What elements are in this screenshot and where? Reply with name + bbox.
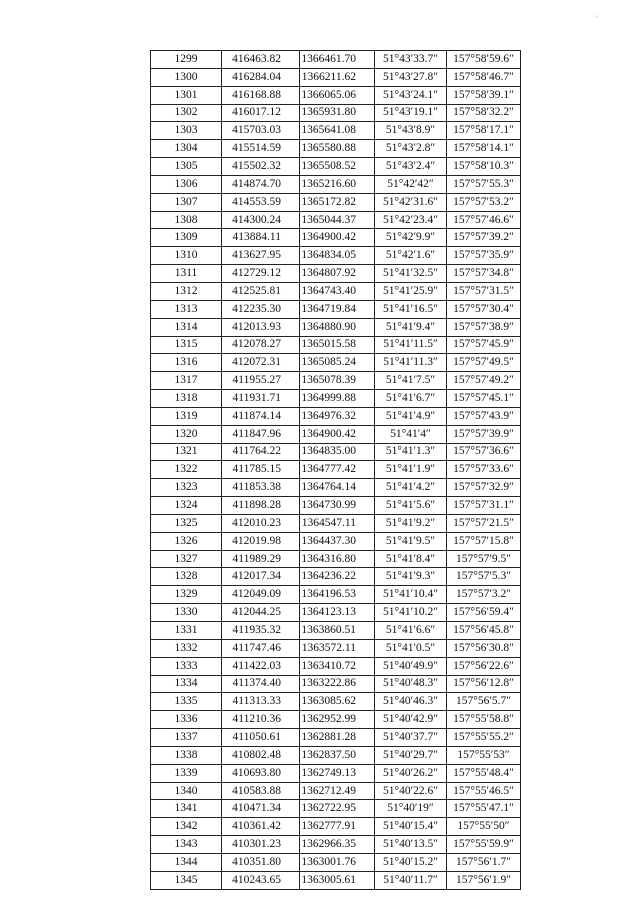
x-coordinate-cell: 411764.22 [222,443,300,461]
latitude-cell: 51°41′4.9″ [375,407,447,425]
table-row [151,657,521,675]
latitude-cell: 51°40′49.9″ [375,657,447,675]
point-number-cell: 1331 [151,622,222,640]
table-row [151,390,521,408]
latitude-cell: 51°41′5.6″ [375,497,447,515]
page-corner-mark: ' [596,14,598,24]
table-row [151,265,521,283]
point-number-cell: 1318 [151,390,222,408]
y-coordinate-cell: 1364764.14 [300,479,375,497]
longitude-cell: 157°57′39.2″ [447,229,521,247]
longitude-cell: 157°55′58.8″ [447,711,521,729]
table-row [151,229,521,247]
x-coordinate-cell: 413627.95 [222,247,300,265]
longitude-cell: 157°57′32.9″ [447,479,521,497]
y-coordinate-cell: 1364730.99 [300,497,375,515]
y-coordinate-cell: 1364999.88 [300,390,375,408]
table-row [151,461,521,479]
longitude-cell: 157°56′30.8″ [447,639,521,657]
y-coordinate-cell: 1366211.62 [300,68,375,86]
x-coordinate-cell: 415514.59 [222,140,300,158]
point-number-cell: 1343 [151,836,222,854]
longitude-cell: 157°57′45.1″ [447,390,521,408]
x-coordinate-cell: 415502.32 [222,158,300,176]
y-coordinate-cell: 1363085.62 [300,693,375,711]
longitude-cell: 157°57′9.5″ [447,550,521,568]
table-row [151,158,521,176]
point-number-cell: 1344 [151,853,222,871]
point-number-cell: 1334 [151,675,222,693]
y-coordinate-cell: 1364976.32 [300,407,375,425]
latitude-cell: 51°43′24.1″ [375,86,447,104]
y-coordinate-cell: 1364196.53 [300,586,375,604]
x-coordinate-cell: 411210.36 [222,711,300,729]
y-coordinate-cell: 1362881.28 [300,729,375,747]
table-row [151,514,521,532]
point-number-cell: 1310 [151,247,222,265]
x-coordinate-cell: 411313.33 [222,693,300,711]
y-coordinate-cell: 1365078.39 [300,372,375,390]
latitude-cell: 51°43′2.4″ [375,158,447,176]
latitude-cell: 51°40′46.3″ [375,693,447,711]
latitude-cell: 51°41′11.5″ [375,336,447,354]
longitude-cell: 157°55′48.4″ [447,764,521,782]
x-coordinate-cell: 412044.25 [222,604,300,622]
table-row [151,140,521,158]
latitude-cell: 51°40′26.2″ [375,764,447,782]
y-coordinate-cell: 1364547.11 [300,514,375,532]
point-number-cell: 1337 [151,729,222,747]
x-coordinate-cell: 410693.80 [222,764,300,782]
x-coordinate-cell: 411989.29 [222,550,300,568]
point-number-cell: 1324 [151,497,222,515]
latitude-cell: 51°43′8.9″ [375,122,447,140]
x-coordinate-cell: 411853.38 [222,479,300,497]
table-row [151,68,521,86]
x-coordinate-cell: 410361.42 [222,818,300,836]
y-coordinate-cell: 1364719.84 [300,300,375,318]
x-coordinate-cell: 411422.03 [222,657,300,675]
y-coordinate-cell: 1365044.37 [300,211,375,229]
y-coordinate-cell: 1364834.05 [300,247,375,265]
latitude-cell: 51°41′4″ [375,425,447,443]
latitude-cell: 51°40′15.4″ [375,818,447,836]
table-row [151,497,521,515]
point-number-cell: 1313 [151,300,222,318]
latitude-cell: 51°40′42.9″ [375,711,447,729]
table-row [151,871,521,889]
x-coordinate-cell: 414553.59 [222,193,300,211]
y-coordinate-cell: 1363001.76 [300,853,375,871]
y-coordinate-cell: 1362966.35 [300,836,375,854]
x-coordinate-cell: 415703.03 [222,122,300,140]
x-coordinate-cell: 414300.24 [222,211,300,229]
x-coordinate-cell: 412525.81 [222,282,300,300]
latitude-cell: 51°40′19″ [375,800,447,818]
y-coordinate-cell: 1365085.24 [300,354,375,372]
table-row [151,711,521,729]
point-number-cell: 1301 [151,86,222,104]
longitude-cell: 157°57′46.6″ [447,211,521,229]
point-number-cell: 1312 [151,282,222,300]
table-row [151,282,521,300]
table-row [151,175,521,193]
x-coordinate-cell: 412078.27 [222,336,300,354]
point-number-cell: 1327 [151,550,222,568]
longitude-cell: 157°57′3.2″ [447,586,521,604]
point-number-cell: 1332 [151,639,222,657]
y-coordinate-cell: 1362712.49 [300,782,375,800]
point-number-cell: 1304 [151,140,222,158]
y-coordinate-cell: 1363572.11 [300,639,375,657]
table-row [151,211,521,229]
table-row [151,818,521,836]
table-row [151,550,521,568]
table-row [151,853,521,871]
point-number-cell: 1315 [151,336,222,354]
longitude-cell: 157°58′39.1″ [447,86,521,104]
point-number-cell: 1302 [151,104,222,122]
latitude-cell: 51°40′37.7″ [375,729,447,747]
table-row [151,336,521,354]
latitude-cell: 51°41′6.7″ [375,390,447,408]
x-coordinate-cell: 412049.09 [222,586,300,604]
y-coordinate-cell: 1366065.06 [300,86,375,104]
longitude-cell: 157°57′33.6″ [447,461,521,479]
longitude-cell: 157°57′5.3″ [447,568,521,586]
y-coordinate-cell: 1365216.60 [300,175,375,193]
latitude-cell: 51°41′10.4″ [375,586,447,604]
latitude-cell: 51°41′25.9″ [375,282,447,300]
table-row [151,425,521,443]
point-number-cell: 1345 [151,871,222,889]
y-coordinate-cell: 1364123.13 [300,604,375,622]
x-coordinate-cell: 412235.30 [222,300,300,318]
point-number-cell: 1330 [151,604,222,622]
longitude-cell: 157°57′38.9″ [447,318,521,336]
y-coordinate-cell: 1363860.51 [300,622,375,640]
latitude-cell: 51°41′8.4″ [375,550,447,568]
longitude-cell: 157°58′32.2″ [447,104,521,122]
x-coordinate-cell: 416017.12 [222,104,300,122]
longitude-cell: 157°56′22.6″ [447,657,521,675]
y-coordinate-cell: 1364880.90 [300,318,375,336]
point-number-cell: 1319 [151,407,222,425]
y-coordinate-cell: 1364900.42 [300,425,375,443]
longitude-cell: 157°56′1.7″ [447,853,521,871]
point-number-cell: 1336 [151,711,222,729]
y-coordinate-cell: 1364835.00 [300,443,375,461]
x-coordinate-cell: 411955.27 [222,372,300,390]
table-row [151,586,521,604]
y-coordinate-cell: 1364316.80 [300,550,375,568]
table-row [151,122,521,140]
table-row [151,764,521,782]
x-coordinate-cell: 413884.11 [222,229,300,247]
y-coordinate-cell: 1366461.70 [300,51,375,69]
point-number-cell: 1342 [151,818,222,836]
latitude-cell: 51°41′9.5″ [375,532,447,550]
longitude-cell: 157°58′46.7″ [447,68,521,86]
latitude-cell: 51°40′22.6″ [375,782,447,800]
latitude-cell: 51°40′29.7″ [375,746,447,764]
longitude-cell: 157°58′10.3″ [447,158,521,176]
y-coordinate-cell: 1365580.88 [300,140,375,158]
longitude-cell: 157°55′46.5″ [447,782,521,800]
point-number-cell: 1322 [151,461,222,479]
point-number-cell: 1299 [151,51,222,69]
table-row [151,568,521,586]
table-row [151,639,521,657]
point-number-cell: 1326 [151,532,222,550]
longitude-cell: 157°58′14.1″ [447,140,521,158]
table-row [151,372,521,390]
longitude-cell: 157°56′5.7″ [447,693,521,711]
y-coordinate-cell: 1364236.22 [300,568,375,586]
longitude-cell: 157°57′53.2″ [447,193,521,211]
y-coordinate-cell: 1364900.42 [300,229,375,247]
table-row [151,86,521,104]
latitude-cell: 51°41′0.5″ [375,639,447,657]
y-coordinate-cell: 1362749.13 [300,764,375,782]
table-row [151,729,521,747]
point-number-cell: 1308 [151,211,222,229]
table-row [151,407,521,425]
point-number-cell: 1335 [151,693,222,711]
y-coordinate-cell: 1365508.52 [300,158,375,176]
point-number-cell: 1329 [151,586,222,604]
table-row [151,693,521,711]
longitude-cell: 157°57′36.6″ [447,443,521,461]
longitude-cell: 157°56′12.8″ [447,675,521,693]
point-number-cell: 1340 [151,782,222,800]
table-row [151,800,521,818]
longitude-cell: 157°57′49.2″ [447,372,521,390]
latitude-cell: 51°42′31.6″ [375,193,447,211]
x-coordinate-cell: 410243.65 [222,871,300,889]
longitude-cell: 157°58′59.6″ [447,51,521,69]
table-row [151,354,521,372]
longitude-cell: 157°57′30.4″ [447,300,521,318]
x-coordinate-cell: 414874.70 [222,175,300,193]
table-row [151,782,521,800]
x-coordinate-cell: 410802.48 [222,746,300,764]
x-coordinate-cell: 412017.34 [222,568,300,586]
point-number-cell: 1314 [151,318,222,336]
point-number-cell: 1333 [151,657,222,675]
longitude-cell: 157°56′45.8″ [447,622,521,640]
latitude-cell: 51°41′9.3″ [375,568,447,586]
latitude-cell: 51°41′1.3″ [375,443,447,461]
x-coordinate-cell: 410583.88 [222,782,300,800]
longitude-cell: 157°58′17.1″ [447,122,521,140]
point-number-cell: 1303 [151,122,222,140]
x-coordinate-cell: 416284.04 [222,68,300,86]
latitude-cell: 51°42′23.4″ [375,211,447,229]
table-row [151,604,521,622]
y-coordinate-cell: 1364777.42 [300,461,375,479]
x-coordinate-cell: 416168.88 [222,86,300,104]
x-coordinate-cell: 411050.61 [222,729,300,747]
coordinates-table [150,50,521,890]
x-coordinate-cell: 411898.28 [222,497,300,515]
y-coordinate-cell: 1365931.80 [300,104,375,122]
latitude-cell: 51°41′32.5″ [375,265,447,283]
y-coordinate-cell: 1362722.95 [300,800,375,818]
longitude-cell: 157°57′55.3″ [447,175,521,193]
x-coordinate-cell: 412019.98 [222,532,300,550]
point-number-cell: 1317 [151,372,222,390]
longitude-cell: 157°57′21.5″ [447,514,521,532]
table-row [151,675,521,693]
table-row [151,443,521,461]
y-coordinate-cell: 1365172.82 [300,193,375,211]
latitude-cell: 51°41′1.9″ [375,461,447,479]
x-coordinate-cell: 412729.12 [222,265,300,283]
point-number-cell: 1339 [151,764,222,782]
latitude-cell: 51°40′13.5″ [375,836,447,854]
coordinates-table-body [151,51,521,890]
table-row [151,746,521,764]
latitude-cell: 51°41′16.5″ [375,300,447,318]
x-coordinate-cell: 412010.23 [222,514,300,532]
point-number-cell: 1341 [151,800,222,818]
table-row [151,193,521,211]
latitude-cell: 51°41′10.2″ [375,604,447,622]
x-coordinate-cell: 411785.15 [222,461,300,479]
longitude-cell: 157°55′55.2″ [447,729,521,747]
table-row [151,479,521,497]
latitude-cell: 51°41′6.6″ [375,622,447,640]
latitude-cell: 51°41′11.3″ [375,354,447,372]
table-row [151,532,521,550]
longitude-cell: 157°56′1.9″ [447,871,521,889]
table-row [151,836,521,854]
x-coordinate-cell: 411931.71 [222,390,300,408]
point-number-cell: 1328 [151,568,222,586]
x-coordinate-cell: 412013.93 [222,318,300,336]
latitude-cell: 51°41′9.2″ [375,514,447,532]
table-row [151,622,521,640]
point-number-cell: 1316 [151,354,222,372]
longitude-cell: 157°57′15.8″ [447,532,521,550]
latitude-cell: 51°40′48.3″ [375,675,447,693]
longitude-cell: 157°55′47.1″ [447,800,521,818]
y-coordinate-cell: 1364743.40 [300,282,375,300]
x-coordinate-cell: 411874.14 [222,407,300,425]
x-coordinate-cell: 411374.40 [222,675,300,693]
x-coordinate-cell: 412072.31 [222,354,300,372]
x-coordinate-cell: 410471.34 [222,800,300,818]
point-number-cell: 1307 [151,193,222,211]
latitude-cell: 51°41′9.4″ [375,318,447,336]
x-coordinate-cell: 416463.82 [222,51,300,69]
longitude-cell: 157°57′31.5″ [447,282,521,300]
point-number-cell: 1305 [151,158,222,176]
y-coordinate-cell: 1365015.58 [300,336,375,354]
point-number-cell: 1325 [151,514,222,532]
longitude-cell: 157°57′49.5″ [447,354,521,372]
point-number-cell: 1300 [151,68,222,86]
latitude-cell: 51°41′7.5″ [375,372,447,390]
point-number-cell: 1321 [151,443,222,461]
longitude-cell: 157°57′34.8″ [447,265,521,283]
table-row [151,51,521,69]
latitude-cell: 51°43′27.8″ [375,68,447,86]
table-row [151,300,521,318]
longitude-cell: 157°56′59.4″ [447,604,521,622]
longitude-cell: 157°57′45.9″ [447,336,521,354]
table-row [151,247,521,265]
longitude-cell: 157°57′35.9″ [447,247,521,265]
y-coordinate-cell: 1365641.08 [300,122,375,140]
x-coordinate-cell: 411747.46 [222,639,300,657]
table-row [151,104,521,122]
longitude-cell: 157°55′50″ [447,818,521,836]
y-coordinate-cell: 1364807.92 [300,265,375,283]
y-coordinate-cell: 1362837.50 [300,746,375,764]
x-coordinate-cell: 411847.96 [222,425,300,443]
x-coordinate-cell: 410301.23 [222,836,300,854]
latitude-cell: 51°43′19.1″ [375,104,447,122]
point-number-cell: 1338 [151,746,222,764]
latitude-cell: 51°40′15.2″ [375,853,447,871]
longitude-cell: 157°57′43.9″ [447,407,521,425]
point-number-cell: 1320 [151,425,222,443]
longitude-cell: 157°55′53″ [447,746,521,764]
y-coordinate-cell: 1362777.91 [300,818,375,836]
latitude-cell: 51°42′42″ [375,175,447,193]
latitude-cell: 51°41′4.2″ [375,479,447,497]
longitude-cell: 157°55′59.9″ [447,836,521,854]
y-coordinate-cell: 1362952.99 [300,711,375,729]
latitude-cell: 51°43′33.7″ [375,51,447,69]
x-coordinate-cell: 411935.32 [222,622,300,640]
y-coordinate-cell: 1363005.61 [300,871,375,889]
latitude-cell: 51°40′11.7″ [375,871,447,889]
latitude-cell: 51°42′9.9″ [375,229,447,247]
point-number-cell: 1323 [151,479,222,497]
y-coordinate-cell: 1364437.30 [300,532,375,550]
longitude-cell: 157°57′39.9″ [447,425,521,443]
y-coordinate-cell: 1363222.86 [300,675,375,693]
point-number-cell: 1306 [151,175,222,193]
y-coordinate-cell: 1363410.72 [300,657,375,675]
latitude-cell: 51°42′1.6″ [375,247,447,265]
table-row [151,318,521,336]
longitude-cell: 157°57′31.1″ [447,497,521,515]
point-number-cell: 1311 [151,265,222,283]
latitude-cell: 51°43′2.8″ [375,140,447,158]
x-coordinate-cell: 410351.80 [222,853,300,871]
point-number-cell: 1309 [151,229,222,247]
